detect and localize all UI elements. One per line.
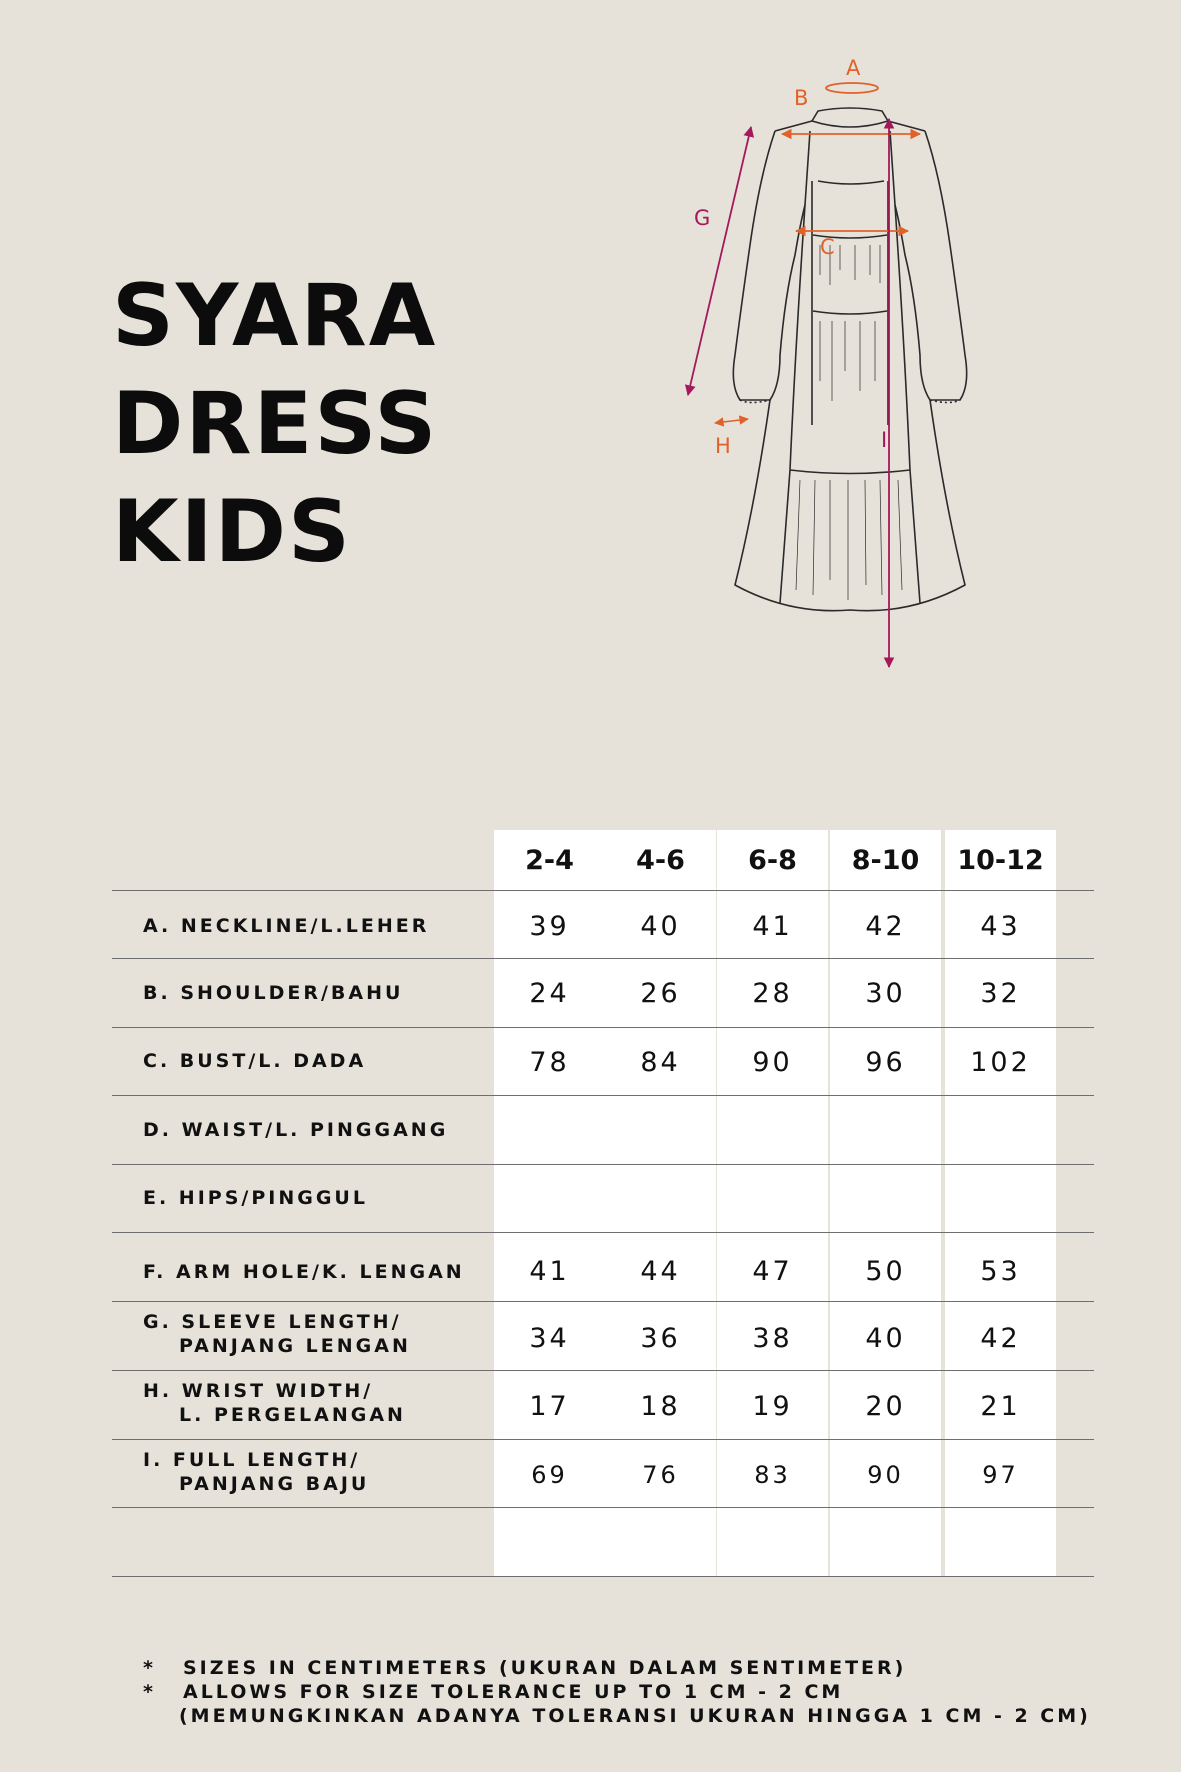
size-header-4: 8-10 bbox=[851, 845, 920, 876]
cell-wrist-width-4-6: 18 bbox=[640, 1391, 681, 1422]
cell-bust-6-8: 90 bbox=[752, 1047, 793, 1078]
cell-full-length-8-10: 90 bbox=[867, 1461, 904, 1489]
dress-measurement-diagram bbox=[680, 55, 1020, 705]
cell-shoulder-8-10: 30 bbox=[865, 978, 906, 1009]
title-line-3: KIDS bbox=[112, 482, 352, 582]
table-divider bbox=[112, 1095, 1094, 1096]
row-label-bust: C. BUST/L. DADA bbox=[143, 1050, 367, 1072]
row-label-wrist-width: H. WRIST WIDTH/ L. PERGELANGAN bbox=[143, 1380, 406, 1426]
cell-wrist-width-2-4: 17 bbox=[529, 1391, 570, 1422]
cell-sleeve-length-4-6: 36 bbox=[640, 1323, 681, 1354]
cell-arm-hole-2-4: 41 bbox=[529, 1256, 570, 1287]
cell-arm-hole-10-12: 53 bbox=[980, 1256, 1021, 1287]
table-divider bbox=[112, 1370, 1094, 1371]
cell-sleeve-length-2-4: 34 bbox=[529, 1323, 570, 1354]
cell-full-length-2-4: 69 bbox=[531, 1461, 568, 1489]
cell-bust-4-6: 84 bbox=[640, 1047, 681, 1078]
table-divider bbox=[112, 1301, 1094, 1302]
footnote-tolerance-translation: (MEMUNGKINKAN ADANYA TOLERANSI UKURAN HINGGA 1 CM - 2 CM) bbox=[179, 1705, 1091, 1727]
table-divider bbox=[112, 890, 1094, 891]
cell-bust-2-4: 78 bbox=[529, 1047, 570, 1078]
cell-shoulder-4-6: 26 bbox=[640, 978, 681, 1009]
cell-neckline-4-6: 40 bbox=[640, 911, 681, 942]
label-a: A bbox=[846, 56, 861, 80]
table-divider bbox=[112, 1164, 1094, 1165]
size-header-2: 4-6 bbox=[636, 845, 685, 876]
table-divider bbox=[112, 958, 1094, 959]
cell-shoulder-2-4: 24 bbox=[529, 978, 570, 1009]
cell-bust-8-10: 96 bbox=[865, 1047, 906, 1078]
cell-full-length-4-6: 76 bbox=[642, 1461, 679, 1489]
row-label-arm-hole: F. ARM HOLE/K. LENGAN bbox=[143, 1261, 465, 1283]
cell-shoulder-10-12: 32 bbox=[980, 978, 1021, 1009]
cell-full-length-10-12: 97 bbox=[982, 1461, 1019, 1489]
row-label-hips: E. HIPS/PINGGUL bbox=[143, 1187, 368, 1209]
table-divider bbox=[112, 1576, 1094, 1577]
label-g: G bbox=[694, 206, 711, 230]
row-label-full-length: I. FULL LENGTH/ PANJANG BAJU bbox=[143, 1449, 370, 1495]
table-divider bbox=[112, 1232, 1094, 1233]
cell-arm-hole-8-10: 50 bbox=[865, 1256, 906, 1287]
cell-wrist-width-10-12: 21 bbox=[980, 1391, 1021, 1422]
cell-sleeve-length-8-10: 40 bbox=[865, 1323, 906, 1354]
cell-neckline-6-8: 41 bbox=[752, 911, 793, 942]
footnote-units: * SIZES IN CENTIMETERS (UKURAN DALAM SENTIMETER) bbox=[143, 1657, 907, 1679]
cell-sleeve-length-10-12: 42 bbox=[980, 1323, 1021, 1354]
title-line-1: SYARA bbox=[112, 266, 438, 366]
cell-neckline-8-10: 42 bbox=[865, 911, 906, 942]
footnotes bbox=[143, 1656, 1091, 1728]
table-divider bbox=[112, 1027, 1094, 1028]
table-divider bbox=[112, 1507, 1094, 1508]
size-header-1: 2-4 bbox=[525, 845, 574, 876]
label-c: C bbox=[820, 235, 835, 259]
title-line-2: DRESS bbox=[112, 374, 439, 474]
row-label-waist: D. WAIST/L. PINGGANG bbox=[143, 1119, 449, 1141]
label-b: B bbox=[794, 86, 809, 110]
measure-g-sleeve bbox=[688, 127, 751, 395]
size-header-5: 10-12 bbox=[957, 845, 1044, 876]
cell-neckline-2-4: 39 bbox=[529, 911, 570, 942]
cell-wrist-width-8-10: 20 bbox=[865, 1391, 906, 1422]
cell-bust-10-12: 102 bbox=[970, 1047, 1031, 1078]
cell-full-length-6-8: 83 bbox=[754, 1461, 791, 1489]
cell-wrist-width-6-8: 19 bbox=[752, 1391, 793, 1422]
measure-a-neckline bbox=[826, 56, 878, 93]
dress-outline bbox=[733, 108, 966, 611]
cell-neckline-10-12: 43 bbox=[980, 911, 1021, 942]
cell-arm-hole-6-8: 47 bbox=[752, 1256, 793, 1287]
row-label-neckline: A. NECKLINE/L.LEHER bbox=[143, 915, 430, 937]
row-label-shoulder: B. SHOULDER/BAHU bbox=[143, 982, 404, 1004]
size-header-3: 6-8 bbox=[748, 845, 797, 876]
label-i: I bbox=[881, 428, 888, 452]
label-h: H bbox=[715, 434, 731, 458]
page-title bbox=[112, 262, 438, 586]
cell-arm-hole-4-6: 44 bbox=[640, 1256, 681, 1287]
cell-sleeve-length-6-8: 38 bbox=[752, 1323, 793, 1354]
cell-shoulder-6-8: 28 bbox=[752, 978, 793, 1009]
row-label-sleeve-length: G. SLEEVE LENGTH/ PANJANG LENGAN bbox=[143, 1311, 411, 1357]
footnote-tolerance: * ALLOWS FOR SIZE TOLERANCE UP TO 1 CM - 2 CM bbox=[143, 1681, 844, 1703]
measure-h-wrist bbox=[715, 419, 748, 458]
table-divider bbox=[112, 1439, 1094, 1440]
